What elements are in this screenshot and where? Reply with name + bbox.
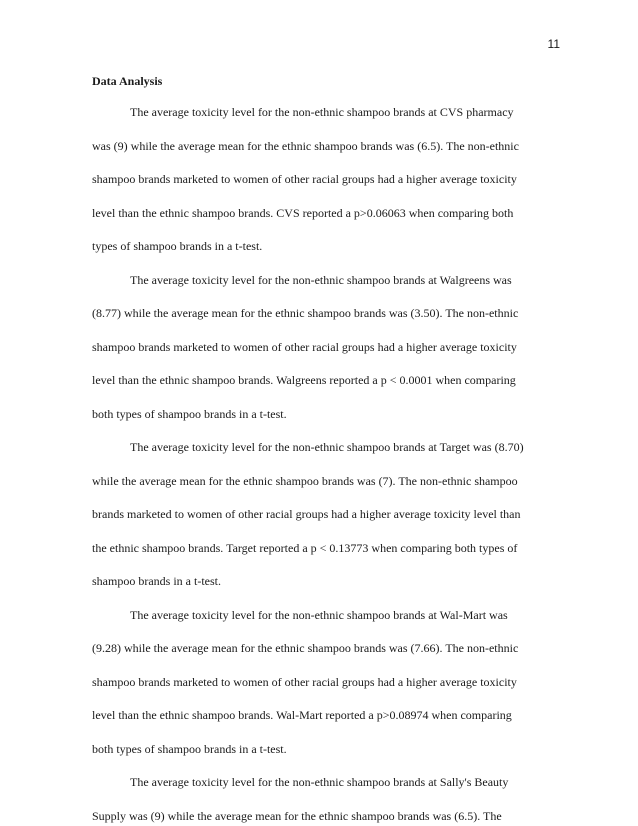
paragraph-line: both types of shampoo brands in a t-test. bbox=[92, 407, 287, 421]
paragraph-line: level than the ethnic shampoo brands. Wal-Mart reported a p>0.08974 when comparing bbox=[92, 708, 512, 722]
page-number: 11 bbox=[547, 37, 560, 51]
paragraph-line: level than the ethnic shampoo brands. CVS reported a p>0.06063 when comparing both bbox=[92, 206, 514, 220]
paragraph-line: The average toxicity level for the non-ethnic shampoo brands at Target was (8.70) bbox=[130, 440, 524, 454]
paragraph-line: The average toxicity level for the non-ethnic shampoo brands at CVS pharmacy bbox=[130, 105, 514, 119]
paragraph-line: brands marketed to women of other racial groups had a higher average toxicity level than bbox=[92, 507, 521, 521]
paragraph-line: level than the ethnic shampoo brands. Walgreens reported a p < 0.0001 when comparing bbox=[92, 373, 516, 387]
paragraph-line: The average toxicity level for the non-ethnic shampoo brands at Sally's Beauty bbox=[130, 775, 509, 789]
paragraph-line: while the average mean for the ethnic shampoo brands was (7). The non-ethnic shampoo bbox=[92, 474, 518, 488]
paragraph-line: The average toxicity level for the non-ethnic shampoo brands at Walgreens was bbox=[130, 273, 512, 287]
paragraph-line: shampoo brands marketed to women of other racial groups had a higher average toxicity bbox=[92, 675, 517, 689]
paragraph-line: Supply was (9) while the average mean for the ethnic shampoo brands was (6.5). The bbox=[92, 809, 502, 823]
section-heading: Data Analysis bbox=[92, 74, 163, 88]
paragraph-line: the ethnic shampoo brands. Target reported a p < 0.13773 when comparing both types of bbox=[92, 541, 518, 555]
paragraph-line: shampoo brands in a t-test. bbox=[92, 574, 221, 588]
paragraph-line: types of shampoo brands in a t-test. bbox=[92, 239, 263, 253]
paragraph-line: both types of shampoo brands in a t-test. bbox=[92, 742, 287, 756]
paragraph-line: shampoo brands marketed to women of other racial groups had a higher average toxicity bbox=[92, 340, 517, 354]
paragraph-line: (8.77) while the average mean for the ethnic shampoo brands was (3.50). The non-ethnic bbox=[92, 306, 519, 320]
paragraph-line: shampoo brands marketed to women of other racial groups had a higher average toxicity bbox=[92, 172, 517, 186]
paragraph-line: (9.28) while the average mean for the ethnic shampoo brands was (7.66). The non-ethnic bbox=[92, 641, 519, 655]
paragraph-line: was (9) while the average mean for the ethnic shampoo brands was (6.5). The non-ethnic bbox=[92, 139, 519, 153]
paragraph-line: The average toxicity level for the non-ethnic shampoo brands at Wal-Mart was bbox=[130, 608, 508, 622]
